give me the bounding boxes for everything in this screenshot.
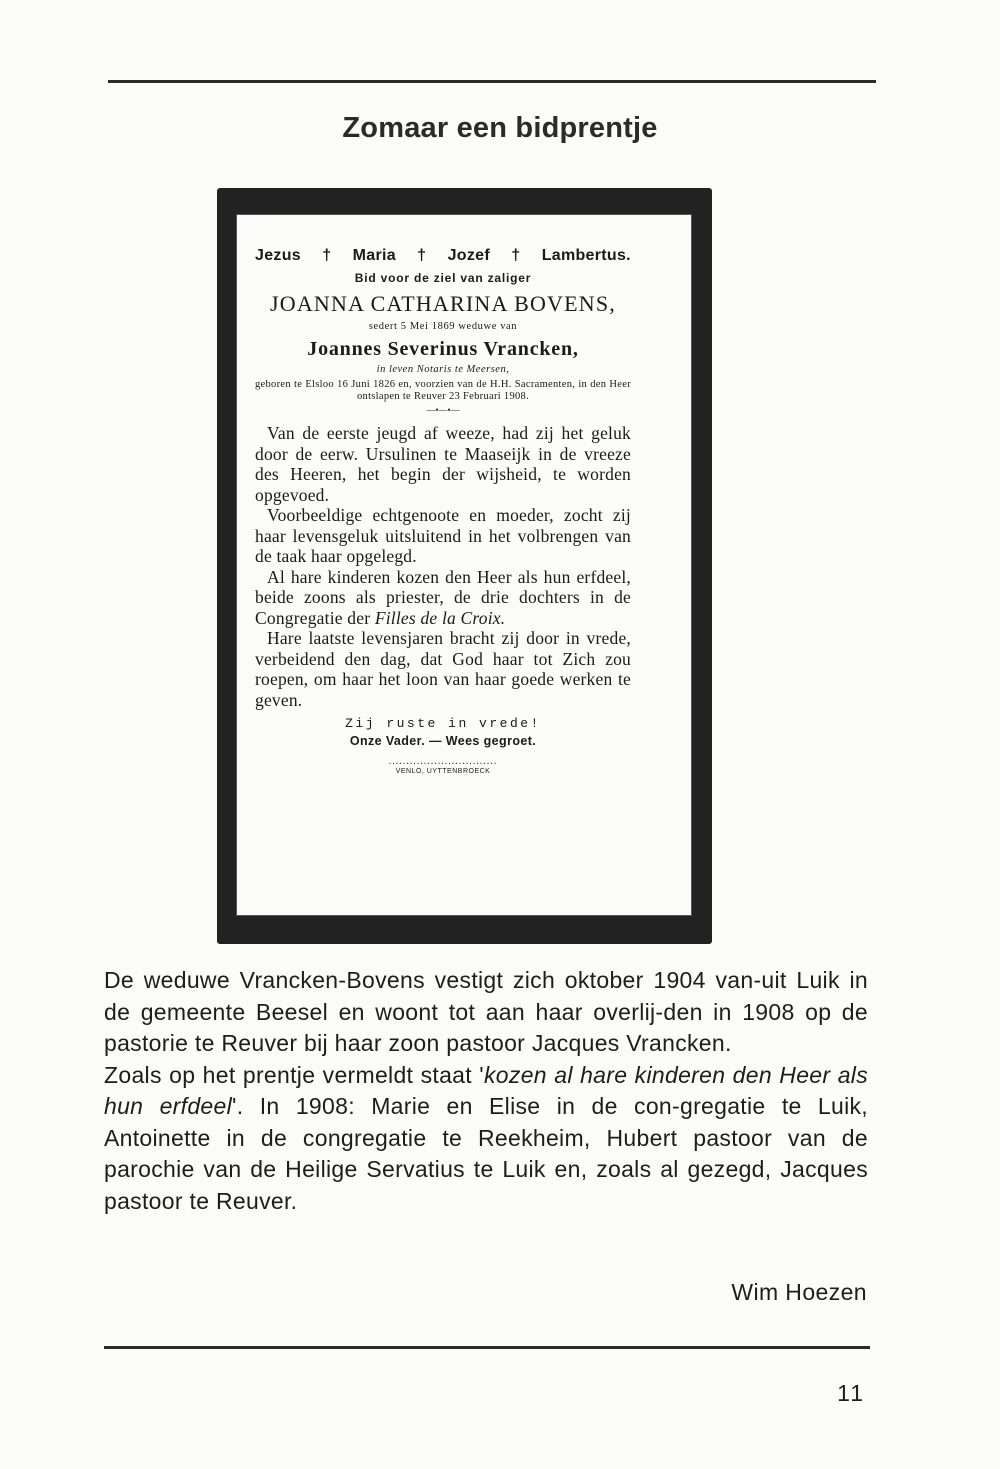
card-paragraph-last-years: Hare laatste levensjaren bracht zij door in vrede, verbeidend den dag, dat God haar tot Zich zou roepen, om haar het loon van haar goede werken te geven. bbox=[255, 628, 631, 710]
widow-since: sedert 5 Mei 1869 weduwe van bbox=[368, 321, 518, 332]
top-rule bbox=[108, 80, 876, 83]
cross-icon: † bbox=[417, 247, 427, 264]
printer-mark: VENLO, UYTTENBROECK bbox=[395, 768, 491, 775]
name-lambertus: Lambertus. bbox=[541, 247, 631, 264]
bid-line: Bid voor de ziel van zaliger bbox=[354, 271, 532, 285]
card-body bbox=[255, 423, 631, 710]
bottom-rule bbox=[104, 1346, 870, 1349]
dotted-line: ............................... bbox=[388, 756, 498, 767]
husband-profession: in leven Notaris te Meersen, bbox=[376, 364, 510, 375]
birth-death-info: geboren te Elsloo 16 Juni 1826 en, voorzien van de H.H. Sacramenten, in den Heer ontslapen te Reuver 23 Februari 1908. bbox=[255, 379, 631, 402]
holy-names-line bbox=[255, 247, 631, 265]
prayer-line: Onze Vader. — Wees gegroet. bbox=[349, 734, 537, 748]
name-maria: Maria bbox=[352, 247, 396, 264]
name-jezus: Jezus bbox=[255, 247, 301, 264]
memorial-card-text bbox=[255, 247, 631, 775]
deceased-name: JOANNA CATHARINA BOVENS, bbox=[270, 291, 616, 316]
article-paragraph-1: De weduwe Vrancken-Bovens vestigt zich oktober 1904 van-uit Luik in de gemeente Beesel en woont tot aan haar overlij-den in 1908 op de pastorie te Reuver bij haar zoon pastoor Jacques Vrancken. bbox=[104, 967, 868, 1056]
page-title: Zomaar een bidprentje bbox=[342, 112, 658, 144]
memorial-card-image bbox=[217, 188, 712, 944]
memorial-card-inner bbox=[236, 214, 692, 916]
cross-icon: † bbox=[322, 247, 332, 264]
rest-in-peace: Zij ruste in vrede! bbox=[345, 716, 541, 731]
author: Wim Hoezen bbox=[731, 1279, 867, 1305]
card-paragraph-children: Al hare kinderen kozen den Heer als hun erfdeel, beide zoons als priester, de drie dochters in de Congregatie der Filles de la Croix. bbox=[255, 566, 631, 628]
card-paragraph-youth: Van de eerste jeugd af weeze, had zij het geluk door de eerw. Ursulinen te Maaseijk in de vreeze des Heeren, het begin der wijsheid, te worden opgevoed. bbox=[255, 423, 631, 505]
husband-name: Joannes Severinus Vrancken, bbox=[307, 338, 579, 360]
article-text bbox=[104, 965, 868, 1217]
page-number: 11 bbox=[837, 1380, 865, 1406]
cross-icon: † bbox=[511, 247, 521, 264]
ornament-divider: —•—•— bbox=[426, 405, 460, 415]
name-jozef: Jozef bbox=[447, 247, 491, 264]
article-paragraph-2: Zoals op het prentje vermeldt staat 'kozen al hare kinderen den Heer als hun erfdeel'. In 1908: Marie en Elise in de con-gregatie te Luik, Antoinette in de congregatie te Reekheim, Hubert pastoor van de parochie van de Heilige Servatius te Luik en, zoals al gezegd, Jacques pastoor te Reuver. bbox=[104, 1061, 868, 1214]
card-paragraph-marriage: Voorbeeldige echtgenoote en moeder, zocht zij haar levensgeluk uitsluitend in het volbrengen van de taak haar opgelegd. bbox=[255, 505, 631, 566]
quote: kozen al hare kinderen den Heer als hun erfdeel bbox=[104, 1061, 868, 1119]
